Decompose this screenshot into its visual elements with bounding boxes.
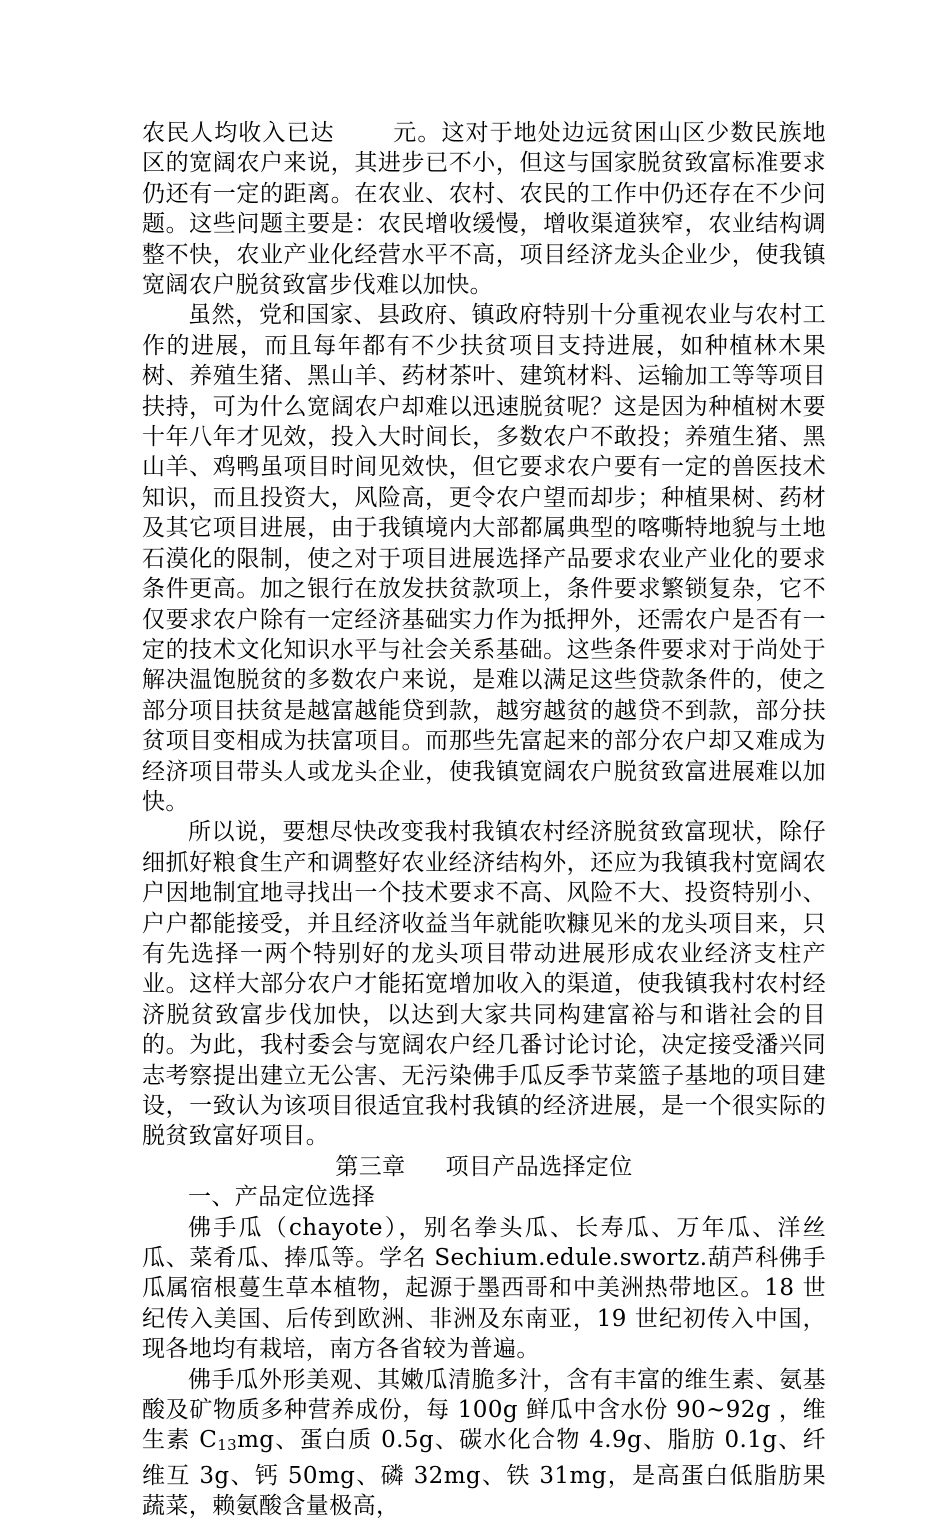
paragraph-income: [142, 118, 826, 300]
paragraph-chayote-nutrition: [142, 1365, 826, 1522]
income-text-after: 元。这对于地处边远贫困山区少数民族地区的宽阔农户来说，其进步已不小，但这与国家脱贫致富标准要求仍还有一定的距离。在农业、农村、农民的工作中仍还存在不少问题。这些问题主要是：农民增收缓慢，增收渠道狭窄，农业结构调整不快，农业产业化经营水平不高，项目经济龙头企业少，使我镇宽阔农户脱贫致富步伐难以加快。: [142, 120, 827, 299]
nutrition-subscript: 13: [217, 1436, 238, 1455]
document-page: [142, 118, 826, 1522]
nutrition-text-a: 佛手瓜外形美观、其嫩瓜清脆多汁，含有丰富的维生素、氨基酸及矿物质多种营养成份，每 100g 鲜瓜中含水份 90~92g ，维生素 C: [142, 1366, 826, 1454]
nutrition-text-b: mg、蛋白质 0.5g、碳水化合物 4.9g、脂肪 0.1g、纤维互 3g、钙 50mg、磷 32mg、铁 31mg，是高蛋白低脂肪果蔬菜，赖氨酸含量极高，: [142, 1427, 826, 1520]
chapter-title: 项目产品选择定位: [445, 1153, 633, 1180]
income-text-before: 农民人均收入已达: [142, 120, 335, 146]
chapter-label: 第三章: [335, 1153, 406, 1180]
paragraph-chayote-intro: 佛手瓜（chayote），别名拳头瓜、长寿瓜、万年瓜、洋丝瓜、菜肴瓜、捧瓜等。学名 Sechium.edule.swortz.葫芦科佛手瓜属宿根蔓生草本植物，起源于墨西哥和中美洲热带地区。18 世纪传入美国、后传到欧洲、非洲及东南亚，19 世纪初传入中国，现各地均有栽培，南方各省较为普遍。: [142, 1214, 826, 1363]
paragraph-project-choice: 所以说，要想尽快改变我村我镇农村经济脱贫致富现状，除仔细抓好粮食生产和调整好农业经济结构外，还应为我镇我村宽阔农户因地制宜地寻找出一个技术要求不高、风险不大、投资特别小、户户都能接受，并且经济收益当年就能吹糠见米的龙头项目来，只有先选择一两个特别好的龙头项目带动进展形成农业经济支柱产业。这样大部分农户才能拓宽增加收入的渠道，使我镇我村农村经济脱贫致富步伐加快，以达到大家共同构建富裕与和谐社会的目的。为此，我村委会与宽阔农户经几番讨论讨论，决定接受潘兴同志考察提出建立无公害、无污染佛手瓜反季节菜篮子基地的项目建设，一致认为该项目很适宜我村我镇的经济进展，是一个很实际的脱贫致富好项目。: [142, 819, 826, 1150]
paragraph-poverty-reasons: 虽然，党和国家、县政府、镇政府特别十分重视农业与农村工作的进展，而且每年都有不少扶贫项目支持进展，如种植林木果树、养殖生猪、黑山羊、药材茶叶、建筑材料、运输加工等等项目扶持，可为什么宽阔农户却难以迅速脱贫呢？这是因为种植树木要十年八年才见效，投入大时间长，多数农户不敢投；养殖生猪、黑山羊、鸡鸭虽项目时间见效快，但它要求农户要有一定的兽医技术知识，而且投资大，风险高，更令农户望而却步；种植果树、药材及其它项目进展，由于我镇境内大部都属典型的喀嘶特地貌与土地石漠化的限制，使之对于项目进展选择产品要求农业产业化的要求条件更高。加之银行在放发扶贫款项上，条件要求繁锁复杂，它不仅要求农户除有一定经济基础实力作为抵押外，还需农户是否有一定的技术文化知识水平与社会关系基础。这些条件要求对于尚处于解决温饱脱贫的多数农户来说，是难以满足这些贷款条件的，使之部分项目扶贫是越富越能贷到款，越穷越贫的越贷不到款，部分扶贫项目变相成为扶富项目。而那些先富起来的部分农户却又难成为经济项目带头人或龙头企业，使我镇宽阔农户脱贫致富进展难以加快。: [142, 302, 826, 815]
section-heading: 一、产品定位选择: [188, 1184, 376, 1211]
chapter-heading: [142, 1152, 826, 1182]
